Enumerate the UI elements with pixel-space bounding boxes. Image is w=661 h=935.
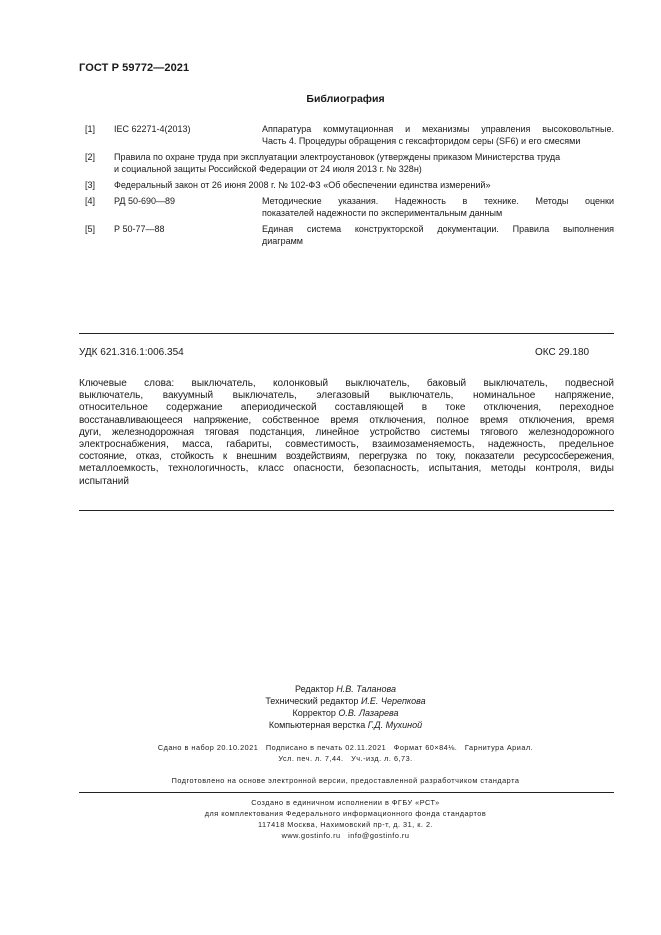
entry-full-text (114, 179, 614, 191)
corrector-line (0, 707, 661, 719)
layout-line (0, 719, 661, 731)
oks-code: ОКС 29.180 (535, 347, 590, 358)
bibliography-entry (79, 151, 614, 175)
keywords-line: состояние, отказ, стойкость к внешним воздействиям, перегрузка по току, показатели ресурсосбережения, (79, 451, 614, 463)
keywords-line: выключатель, вакуумный выключатель, элегазовый выключатель, номинальное напряжение, (79, 390, 614, 402)
entry-description-line: Аппаратура коммутационная и механизмы управления высоковольтные. (262, 124, 614, 134)
bibliography-entry (79, 223, 614, 247)
bibliography-entry (79, 195, 614, 219)
prepared-note: Подготовлено на основе электронной версии, предоставленной разработчиком стандарта (171, 776, 520, 785)
keywords-line: Ключевые слова: выключатель, колонковый выключатель, баковый выключатель, подвесной (79, 378, 614, 389)
editor-label: Редактор (294, 684, 334, 694)
keywords-line: металлоемкость, технологичность, класс опасности, безопасность, испытания, методы контроля, виды (79, 463, 614, 475)
editor-line (0, 683, 661, 695)
editors-block (0, 683, 661, 731)
entry-number: [3] (85, 180, 96, 190)
divider-footer (79, 792, 614, 793)
entry-number: [4] (85, 196, 96, 206)
publisher-line: Создано в единичном исполнении в ФГБУ «РСТ» (251, 798, 440, 807)
keywords-line: восстанавливающееся напряжение, собственное время отключения, полное время отключения, время (79, 414, 614, 426)
keywords-line: относительное содержание апериодической составляющей в токе отключения, переходное (79, 402, 614, 414)
entry-description-line: Методические указания. Надежность в технике. Методы оценки (262, 196, 614, 206)
publisher-contacts: www.gostinfo.ru info@gostinfo.ru (281, 831, 410, 840)
entry-text-line: и социальной защиты Российской Федерации от 24 июля 2013 г. № 328н) (114, 164, 422, 174)
bibliography-entry (79, 123, 614, 147)
print-details-line: Сдано в набор 20.10.2021 Подписано в печать 02.11.2021 Формат 60×84⅛. Гарнитура Ариал. (157, 743, 534, 752)
entry-description-line: Часть 4. Процедуры обращения с гексафторидом серы (SF6) и его смесями (262, 136, 581, 146)
layout-label: Компьютерная верстка (268, 720, 366, 730)
keywords-line: электроснабжения, масса, габариты, совместимость, взаимозаменяемость, надежность, предельное (79, 439, 614, 451)
divider-top (79, 333, 614, 334)
tech-editor-name: И.Е. Черепкова (360, 696, 426, 706)
divider-bottom (79, 510, 614, 511)
entry-number: [1] (85, 124, 96, 134)
tech-editor-line (0, 695, 661, 707)
entry-description-line: показателей надежности по экспериментальным данным (262, 208, 503, 218)
entry-document: IEC 62271-4(2013) (114, 124, 191, 134)
corrector-label: Корректор (292, 708, 336, 718)
print-details-line: Усл. печ. л. 7,44. Уч.-изд. л. 6,73. (278, 754, 413, 763)
entry-description (262, 123, 614, 147)
editor-name: Н.В. Таланова (336, 684, 397, 694)
bibliography-entry (79, 179, 614, 191)
keywords-line: испытаний (79, 475, 129, 487)
entry-description (262, 195, 614, 219)
entry-number: [2] (85, 152, 96, 162)
tech-editor-label: Технический редактор (265, 696, 359, 706)
entry-description-line: Единая система конструкторской документации. Правила выполнения (262, 224, 614, 234)
entry-description (262, 223, 614, 247)
entry-text-line: Федеральный закон от 26 июня 2008 г. № 102-ФЗ «Об обеспечении единства измерений» (114, 180, 491, 190)
entry-document: Р 50-77—88 (114, 224, 165, 234)
entry-document: РД 50-690—89 (114, 196, 176, 206)
corrector-name: О.В. Лазарева (338, 708, 399, 718)
publisher-info (0, 797, 661, 841)
entry-full-text (114, 151, 614, 175)
keywords-line: дуги, железнодорожная тяговая подстанция, линейное устройство системы тягового железнодорожного (79, 426, 614, 438)
standard-code: ГОСТ Р 59772—2021 (79, 62, 190, 74)
publisher-line: 117418 Москва, Нахимовский пр-т, д. 31, к. 2. (257, 820, 434, 829)
publisher-line: для комплектования Федерального информационного фонда стандартов (204, 809, 487, 818)
print-details (0, 742, 661, 764)
entry-description-line: диаграмм (262, 236, 303, 246)
keywords-block (79, 378, 614, 488)
bibliography-title: Библиография (306, 93, 385, 105)
entry-text-line: Правила по охране труда при эксплуатации электроустановок (утверждены приказом Министерства труда (114, 152, 561, 162)
layout-name: Г.Д. Мухиной (367, 720, 423, 730)
udk-code: УДК 621.316.1:006.354 (79, 347, 184, 358)
entry-number: [5] (85, 224, 96, 234)
